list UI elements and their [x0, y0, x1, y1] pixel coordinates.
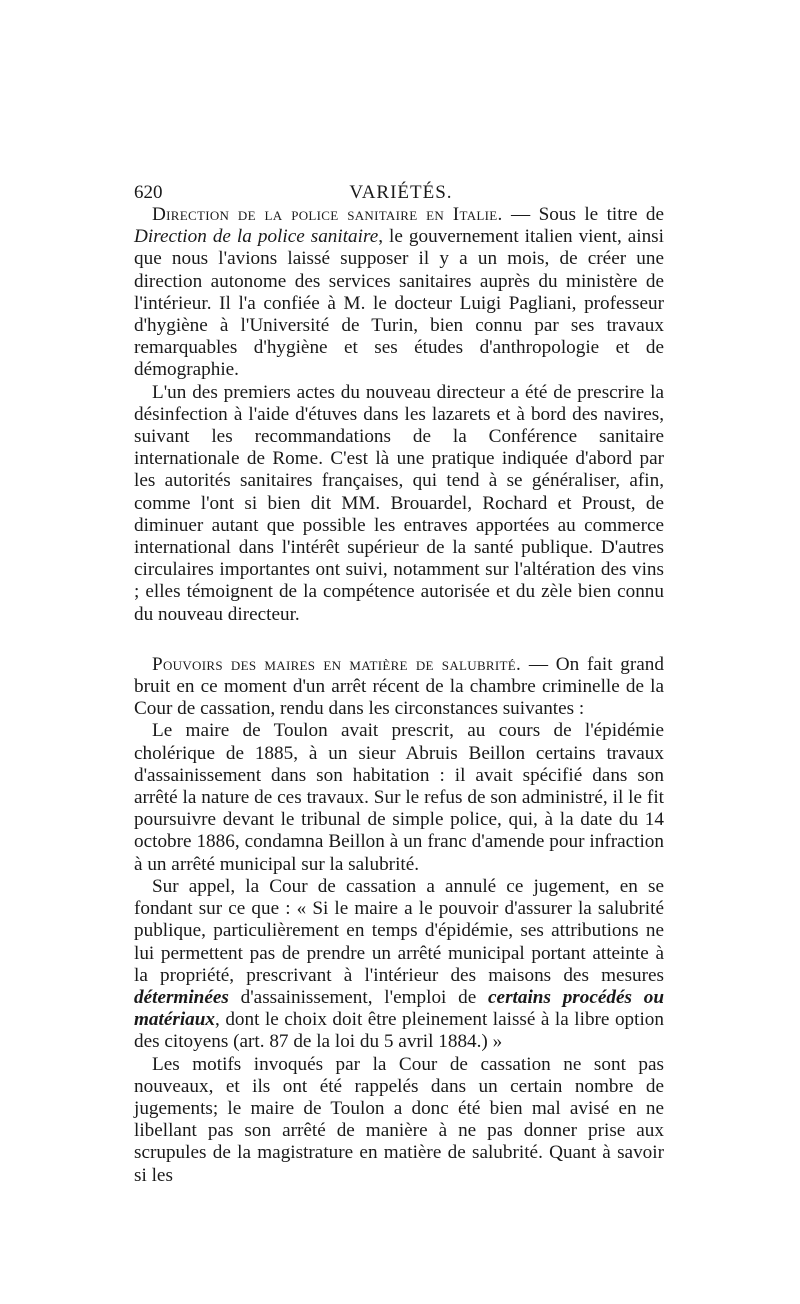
article-2-p3-text-a: Sur appel, la Cour de cassation a annulé ce jugement, en se fondant sur ce que : « Si le maire a le pouvoir d'assurer la salubrité publique, particulièrement en temps d'épidémie, ses attributions ne lui permettent pas de prendre un arrêté municipal portant atteinte à la propriété, prescrivant à l'intérieur des maisons des mesures — [134, 875, 664, 986]
article-2-paragraph-3 — [134, 876, 664, 1054]
article-1-emphasis: Direction de la police sanitaire — [134, 226, 379, 248]
page-header — [134, 182, 668, 206]
article-1-paragraph-1 — [134, 204, 664, 382]
article-2-title: Pouvoirs des maires en matière de salubrité. — [152, 653, 522, 675]
article-2-paragraph-2: Le maire de Toulon avait prescrit, au cours de l'épidémie cholérique de 1885, à un sieur Abruis Beillon certains travaux d'assainissement dans son habitation : il avait spécifié dans son arrêté la nature de ces travaux. Sur le refus de son administré, il le fit poursuivre devant le tribunal de simple police, qui, à la date du 14 octobre 1886, condamna Beillon à un franc d'amende pour infraction à un arrêté municipal sur la salubrité. — [134, 720, 664, 875]
article-1-text-a: Sous le titre de — [538, 204, 664, 225]
article-1-title: Direction de la police sanitaire en Italie. — [152, 204, 503, 225]
article-1-paragraph-2: L'un des premiers actes du nouveau directeur a été de prescrire la désinfection à l'aide d'étuves dans les lazarets et à bord des navires, suivant les recommandations de la Conférence sanitaire internationale de Rome. C'est là une pratique indiquée d'abord par les autorités sanitaires françaises, qui tend à se généraliser, afin, comme l'ont si bien dit MM. Brouardel, Rochard et Proust, de diminuer autant que possible les entraves apportées au commerce international dans l'intérêt supérieur de la santé publique. D'autres circulaires importantes ont suivi, notamment sur l'altération des vins ; elles témoignent de la compétence autorisée et du zèle bien connu du nouveau directeur. — [134, 381, 664, 625]
article-1-text-b: , le gouvernement italien vient, ainsi que nous l'avions laissé supposer il y a un mois, de créer une direction autonome des services sanitaires auprès du ministère de l'intérieur. Il l'a confiée à M. le docteur Luigi Pagliani, professeur d'hygiène à l'Université de Turin, bien connu par ses travaux remarquables d'hygiène et ses études d'anthropologie et de démographie. — [134, 226, 664, 381]
article-2-p3-text-b: d'assainissement, l'emploi de — [228, 986, 489, 1008]
article-2-paragraph-1 — [134, 654, 664, 721]
article-2-text: On fait grand bruit en ce moment d'un arrêt récent de la chambre criminelle de la Cour de cassation, rendu dans les circonstances suivantes : — [134, 653, 664, 720]
article-2-dash: — — [521, 653, 556, 675]
body-text — [134, 204, 664, 1187]
section-gap — [134, 626, 664, 654]
article-2-p3-text-c: , dont le choix doit être pleinement laissé à la libre option des citoyens (art. 87 de la loi du 5 avril 1884.) » — [134, 1009, 664, 1053]
article-2-p3-emphasis-1: déterminées — [134, 986, 229, 1008]
article-2-p3-emphasis-2: certains procédés ou matériaux — [134, 986, 664, 1031]
running-head: VARIÉTÉS. — [349, 182, 453, 203]
page-number: 620 — [134, 182, 163, 203]
article-2-paragraph-4: Les motifs invoqués par la Cour de cassation ne sont pas nouveaux, et ils ont été rappelés dans un certain nombre de jugements; le maire de Toulon a donc été bien mal avisé en ne libellant pas son arrêté de manière à ne pas donner prise aux scrupules de la magistrature en matière de salubrité. Quant à savoir si les — [134, 1053, 664, 1186]
article-1-dash: — — [502, 204, 539, 225]
